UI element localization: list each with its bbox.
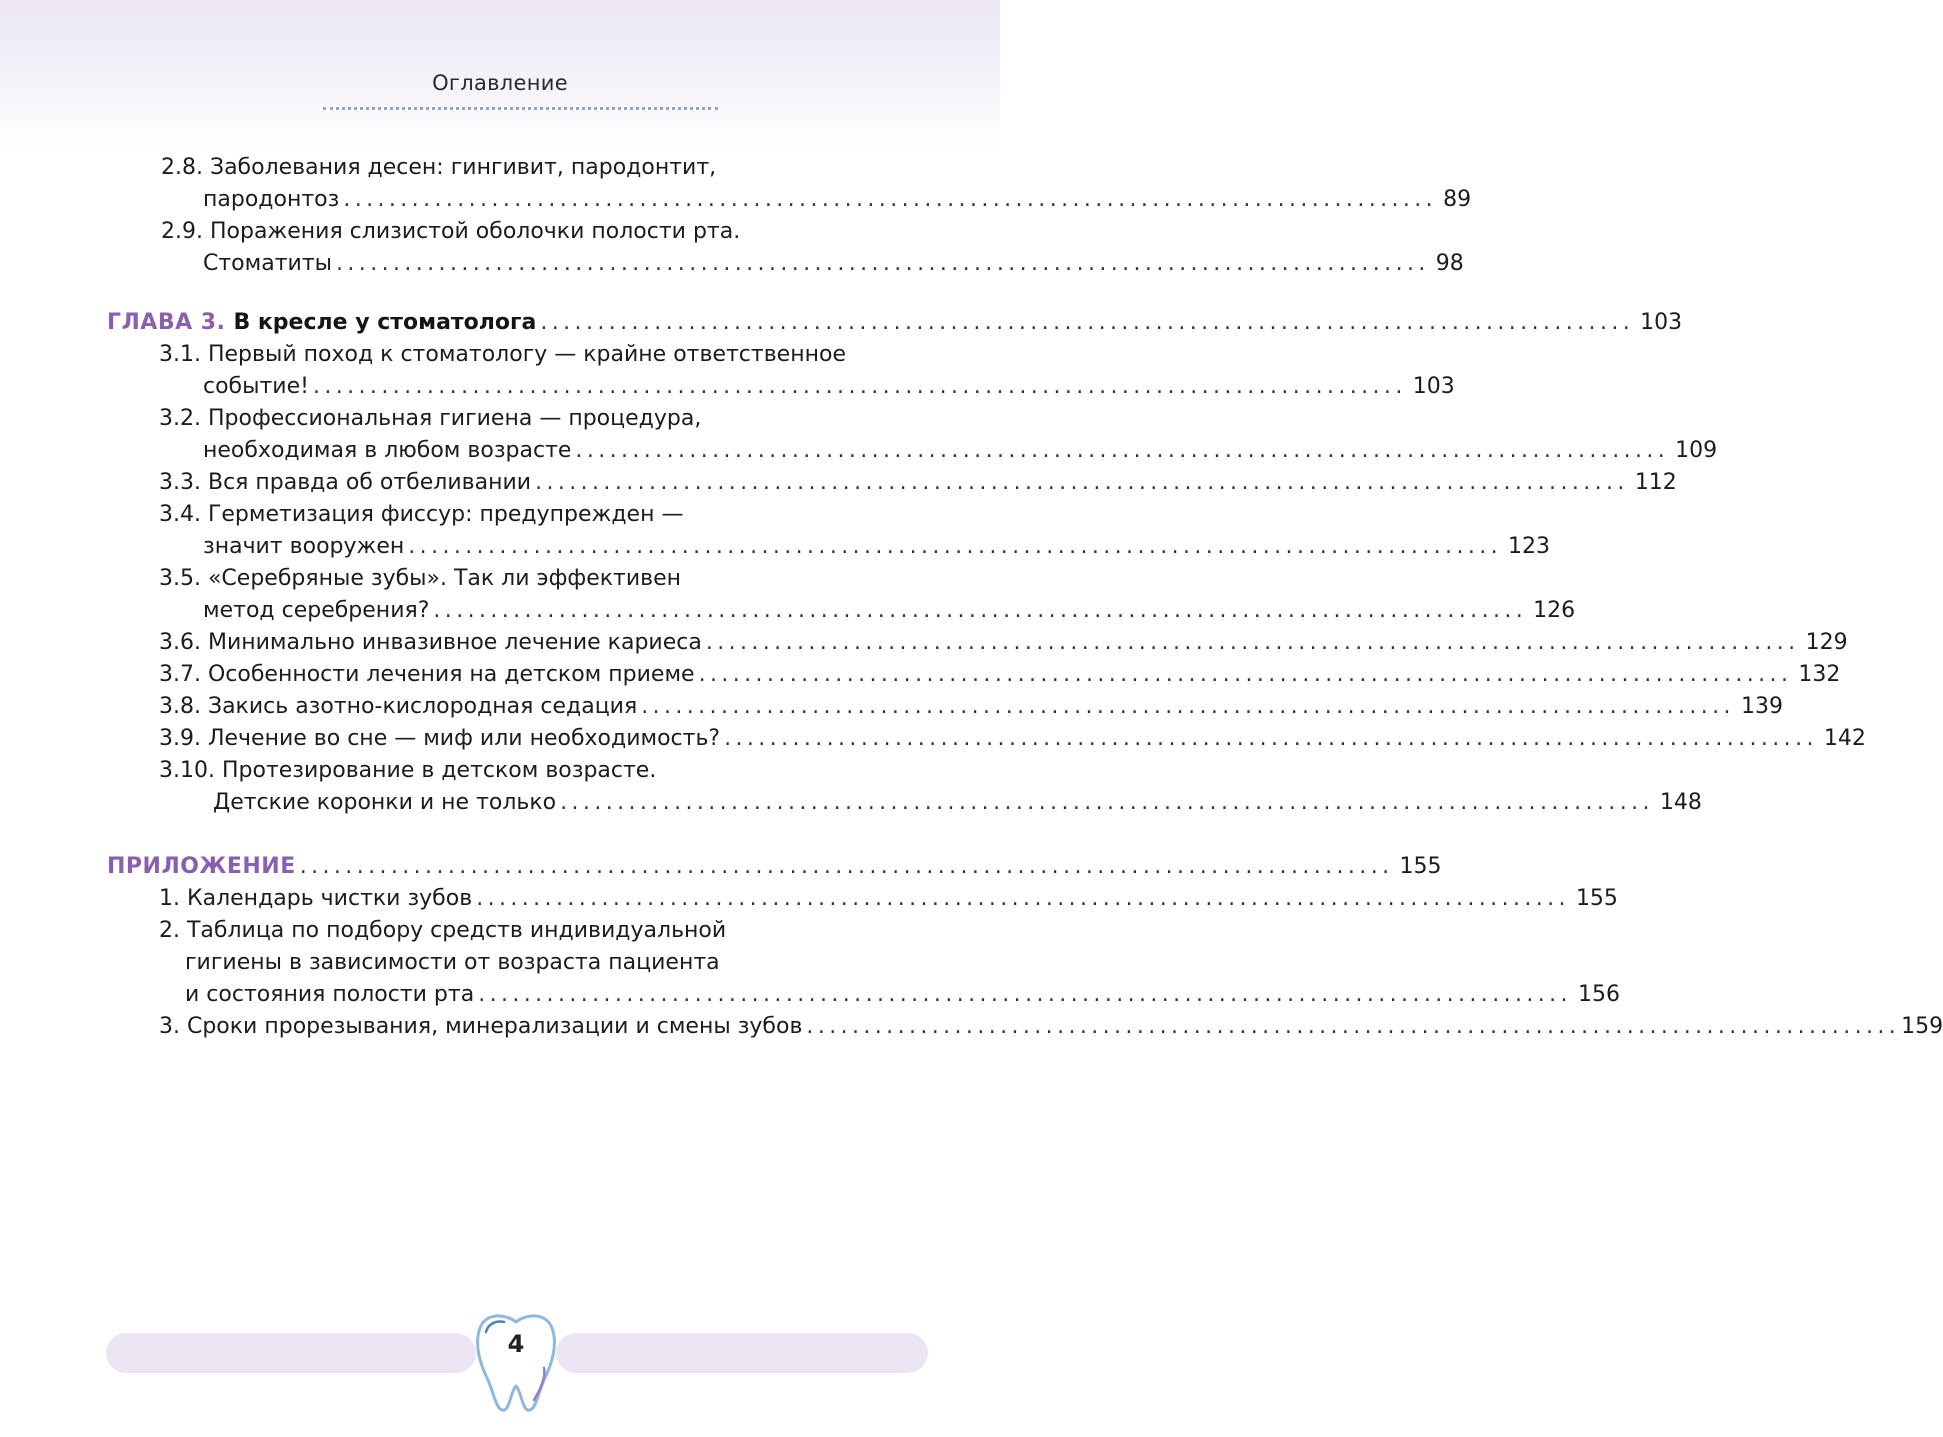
toc-entry-text: 3. Сроки прорезывания, минерализации и смены зубов [159, 1014, 803, 1039]
toc-entry-2-9-line1 [161, 217, 931, 247]
toc-page-number: 148 [1659, 790, 1702, 815]
toc-entry-3-5-line1 [159, 564, 931, 594]
toc-page-number: 129 [1805, 630, 1848, 655]
toc-entry-3-4-line1 [159, 500, 931, 530]
toc-page-number: 155 [1575, 886, 1618, 911]
toc-entry-3-2[interactable] [203, 436, 1718, 466]
toc-page-number: 142 [1823, 726, 1866, 751]
toc-appendix-2[interactable] [185, 980, 1620, 1010]
toc-entry-3-4[interactable] [203, 532, 1551, 562]
toc-entry-text: и состояния полости рта [185, 982, 475, 1007]
dot-leader: ................................................................................................ [336, 251, 1430, 276]
appendix-label: ПРИЛОЖЕНИЕ [107, 854, 296, 879]
toc-entry-3-2-line1 [159, 404, 931, 434]
toc-entry-text: 3.2. Профессиональная гигиена — процедура, [159, 406, 702, 431]
dot-leader: ................................................................................................ [433, 598, 1528, 623]
toc-page-number: 132 [1798, 662, 1841, 687]
dot-leader: ................................................................................................ [408, 534, 1503, 559]
toc-entry-3-9[interactable] [159, 724, 1866, 754]
toc-entry-text: 3.10. Протезирование в детском возрасте. [159, 758, 657, 783]
dot-leader: ................................................................................................ [806, 1014, 1901, 1039]
tooth-icon [472, 1308, 560, 1416]
dot-leader: ................................................................................................ [540, 310, 1635, 335]
toc-page-number: 109 [1675, 438, 1718, 463]
dot-leader: ................................................................................................ [476, 886, 1570, 911]
toc-page-number: 98 [1435, 251, 1464, 276]
toc-entry-text: Детские коронки и не только [213, 790, 557, 815]
chapter-title: В кресле у стоматолога [233, 310, 537, 335]
dot-leader: ................................................................................................ [705, 630, 1800, 655]
toc-entry-3-1-line1 [159, 340, 931, 370]
dot-leader: ................................................................................................ [575, 438, 1670, 463]
toc-page-number: 155 [1399, 854, 1442, 879]
dot-leader: ................................................................................................ [724, 726, 1818, 751]
toc-chapter-3[interactable] [107, 308, 1683, 338]
footer-bar-right [556, 1333, 928, 1373]
toc-entry-text: 2.8. Заболевания десен: гингивит, пародонтит, [161, 155, 717, 180]
toc-entry-text: 2. Таблица по подбору средств индивидуальной [159, 918, 727, 943]
toc-page-number: 123 [1508, 534, 1551, 559]
toc-entry-text: 3.6. Минимально инвазивное лечение кариеса [159, 630, 702, 655]
toc-entry-3-7[interactable] [159, 660, 1841, 690]
toc-entry-2-9[interactable] [203, 249, 1464, 279]
toc-appendix-2-line2 [185, 948, 931, 978]
toc-entry-2-8[interactable] [203, 185, 1472, 215]
toc-entry-text: Стоматиты [203, 251, 333, 276]
toc-page-number: 103 [1412, 374, 1455, 399]
chapter-label: ГЛАВА 3. [107, 310, 226, 335]
toc-entry-text: 3.5. «Серебряные зубы». Так ли эффективен [159, 566, 682, 591]
toc-entry-text: значит вооружен [203, 534, 405, 559]
footer-bar-left [106, 1333, 476, 1373]
toc-appendix-3[interactable] [159, 1012, 1943, 1042]
toc-entry-text: 1. Календарь чистки зубов [159, 886, 473, 911]
toc-entry-3-1[interactable] [203, 372, 1455, 402]
toc-page-number: 112 [1634, 470, 1677, 495]
dot-leader: ................................................................................................ [343, 187, 1438, 212]
toc-entry-text: 3.1. Первый поход к стоматологу — крайне ответственное [159, 342, 846, 367]
toc-entry-3-10[interactable] [213, 788, 1702, 818]
toc-entry-3-6[interactable] [159, 628, 1848, 658]
toc-entry-text: событие! [203, 374, 309, 399]
toc-entry-text: 3.8. Закись азотно-кислородная седация [159, 694, 638, 719]
toc-entry-text: гигиены в зависимости от возраста пациента [185, 950, 720, 975]
toc-appendix-1[interactable] [159, 884, 1618, 914]
dot-leader: ................................................................................................ [698, 662, 1793, 687]
dot-leader: ................................................................................................ [312, 374, 1407, 399]
toc-page-number: 139 [1740, 694, 1783, 719]
dot-leader: ................................................................................................ [641, 694, 1735, 719]
dot-leader: ................................................................................................ [560, 790, 1654, 815]
toc-entry-3-3[interactable] [159, 468, 1677, 498]
toc-page-number: 159 [1901, 1014, 1943, 1039]
toc-entry-text: 2.9. Поражения слизистой оболочки полости рта. [161, 219, 741, 244]
toc-entry-text: метод серебрения? [203, 598, 430, 623]
toc-entry-text: 3.3. Вся правда об отбеливании [159, 470, 532, 495]
toc-entry-3-10-line1 [159, 756, 931, 786]
toc-page-number: 126 [1533, 598, 1576, 623]
toc-page-number: 89 [1443, 187, 1472, 212]
toc-entry-3-5[interactable] [203, 596, 1576, 626]
toc-entry-text: необходимая в любом возрасте [203, 438, 572, 463]
page-number: 4 [507, 1330, 525, 1358]
toc-appendix-2-line1 [159, 916, 931, 946]
toc-appendix[interactable] [107, 852, 1442, 882]
header-divider [323, 107, 718, 110]
toc-entry-text: 3.4. Герметизация фиссур: предупрежден — [159, 502, 684, 527]
toc-entry-2-8-line1 [161, 153, 931, 183]
toc-page-number: 103 [1640, 310, 1683, 335]
toc-entry-text: 3.7. Особенности лечения на детском приеме [159, 662, 695, 687]
toc-entry-3-8[interactable] [159, 692, 1783, 722]
toc-page-number: 156 [1577, 982, 1620, 1007]
toc-entry-text: пародонтоз [203, 187, 340, 212]
dot-leader: ................................................................................................ [535, 470, 1629, 495]
running-head-title: Оглавление [432, 71, 568, 95]
dot-leader: ................................................................................................ [478, 982, 1572, 1007]
dot-leader: ................................................................................................ [299, 854, 1394, 879]
toc-entry-text: 3.9. Лечение во сне — миф или необходимость? [159, 726, 721, 751]
